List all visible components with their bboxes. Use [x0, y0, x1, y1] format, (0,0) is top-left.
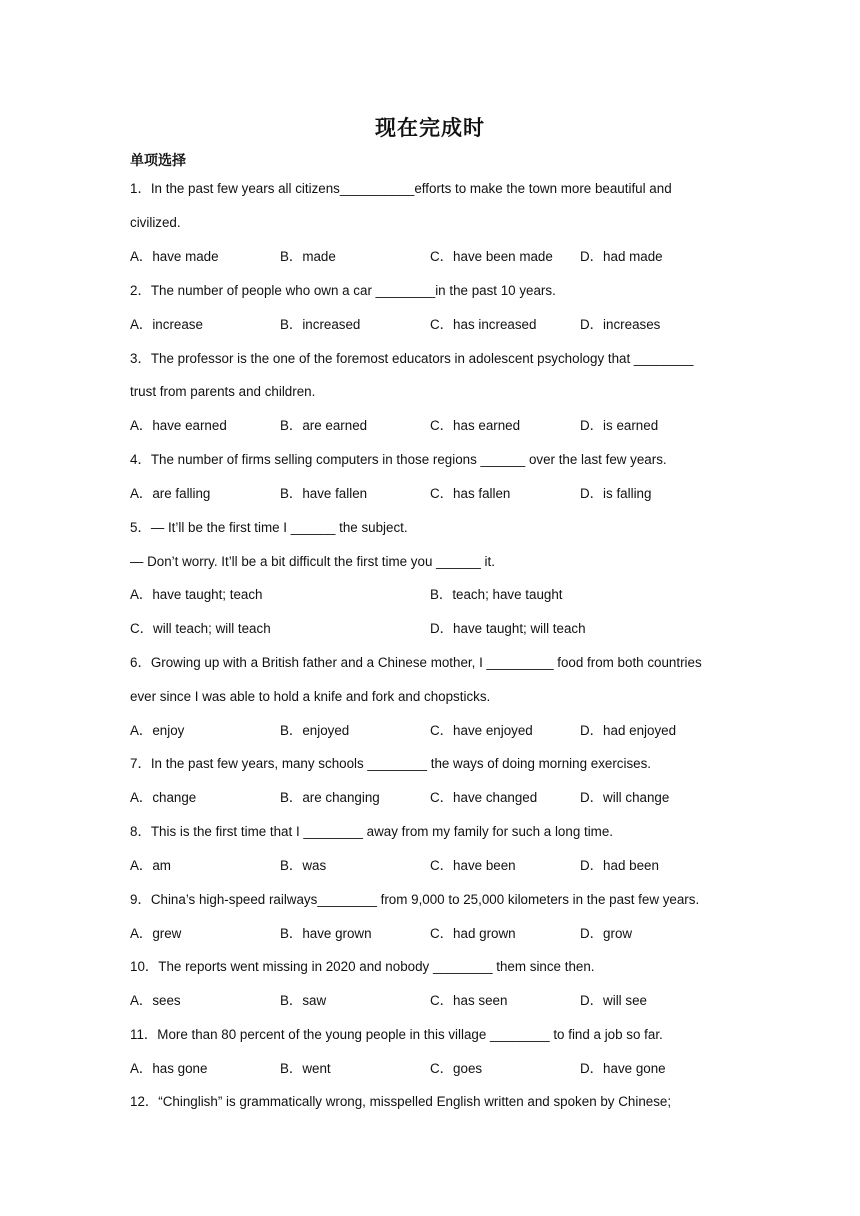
option-b[interactable]: B．went: [280, 1061, 331, 1076]
option-b[interactable]: B．was: [280, 858, 327, 873]
page-title: 现在完成时: [375, 116, 485, 140]
question-3-line-1: 3．The professor is the one of the foremost educators in adolescent psychology that ________: [130, 351, 694, 366]
option-d[interactable]: D．will see: [580, 993, 647, 1008]
option-b[interactable]: B．made: [280, 249, 336, 264]
question-6-line-1: 6．Growing up with a British father and a Chinese mother, I _________ food from both countries: [130, 655, 702, 670]
question-11-line-1: 11．More than 80 percent of the young people in this village ________ to find a job so far.: [130, 1027, 663, 1042]
option-a[interactable]: A．have taught; teach: [130, 587, 263, 602]
option-c[interactable]: C．has seen: [430, 993, 508, 1008]
question-12-line-1: 12．“Chinglish” is grammatically wrong, misspelled English written and spoken by Chinese;: [130, 1094, 672, 1109]
option-b[interactable]: B．saw: [280, 993, 327, 1008]
question-6-line-2: ever since I was able to hold a knife and fork and chopsticks.: [130, 689, 491, 704]
option-d[interactable]: D．will change: [580, 790, 670, 805]
option-c[interactable]: C．goes: [430, 1061, 483, 1076]
section-heading: 单项选择: [130, 153, 186, 169]
option-d[interactable]: D．had been: [580, 858, 659, 873]
option-b[interactable]: B．teach; have taught: [430, 587, 563, 602]
option-c[interactable]: C．have been made: [430, 249, 553, 264]
option-a[interactable]: A．have earned: [130, 418, 227, 433]
question-3-line-2: trust from parents and children.: [130, 384, 316, 399]
question-10-line-1: 10．The reports went missing in 2020 and nobody ________ them since then.: [130, 959, 595, 974]
option-d[interactable]: D．had made: [580, 249, 663, 264]
question-8-line-1: 8．This is the first time that I ________ away from my family for such a long time.: [130, 824, 613, 839]
option-b[interactable]: B．enjoyed: [280, 723, 350, 738]
option-a[interactable]: A．change: [130, 790, 197, 805]
option-b[interactable]: B．increased: [280, 317, 361, 332]
option-c[interactable]: C．have enjoyed: [430, 723, 533, 738]
question-9-line-1: 9．China’s high-speed railways________ from 9,000 to 25,000 kilometers in the past few years.: [130, 892, 700, 907]
option-a[interactable]: A．have made: [130, 249, 219, 264]
option-c[interactable]: C．had grown: [430, 926, 516, 941]
option-d[interactable]: D．grow: [580, 926, 633, 941]
option-d[interactable]: D．have gone: [580, 1061, 666, 1076]
option-c[interactable]: C．has increased: [430, 317, 537, 332]
option-b[interactable]: B．have fallen: [280, 486, 368, 501]
option-d[interactable]: D．is falling: [580, 486, 652, 501]
option-b[interactable]: B．have grown: [280, 926, 372, 941]
option-c[interactable]: C．will teach; will teach: [130, 621, 271, 636]
option-b[interactable]: B．are earned: [280, 418, 368, 433]
option-d[interactable]: D．have taught; will teach: [430, 621, 586, 636]
question-5-line-1: 5．— It’ll be the first time I ______ the subject.: [130, 520, 408, 535]
option-a[interactable]: A．enjoy: [130, 723, 185, 738]
question-7-line-1: 7．In the past few years, many schools ________ the ways of doing morning exercises.: [130, 756, 652, 771]
option-a[interactable]: A．has gone: [130, 1061, 208, 1076]
option-c[interactable]: C．have been: [430, 858, 516, 873]
option-a[interactable]: A．are falling: [130, 486, 211, 501]
question-1-line-1: 1．In the past few years all citizens__________efforts to make the town more beautiful and: [130, 181, 672, 196]
option-d[interactable]: D．had enjoyed: [580, 723, 677, 738]
option-a[interactable]: A．grew: [130, 926, 182, 941]
question-1-line-2: civilized.: [130, 215, 181, 230]
option-a[interactable]: A．sees: [130, 993, 181, 1008]
option-b[interactable]: B．are changing: [280, 790, 380, 805]
option-a[interactable]: A．increase: [130, 317, 203, 332]
option-c[interactable]: C．have changed: [430, 790, 538, 805]
option-d[interactable]: D．increases: [580, 317, 661, 332]
option-d[interactable]: D．is earned: [580, 418, 659, 433]
question-5-line-2: — Don’t worry. It’ll be a bit difficult the first time you ______ it.: [130, 554, 495, 569]
question-2-line-1: 2．The number of people who own a car ________in the past 10 years.: [130, 283, 556, 298]
option-c[interactable]: C．has fallen: [430, 486, 511, 501]
option-c[interactable]: C．has earned: [430, 418, 521, 433]
question-4-line-1: 4．The number of firms selling computers in those regions ______ over the last few years.: [130, 452, 667, 467]
option-a[interactable]: A．am: [130, 858, 171, 873]
